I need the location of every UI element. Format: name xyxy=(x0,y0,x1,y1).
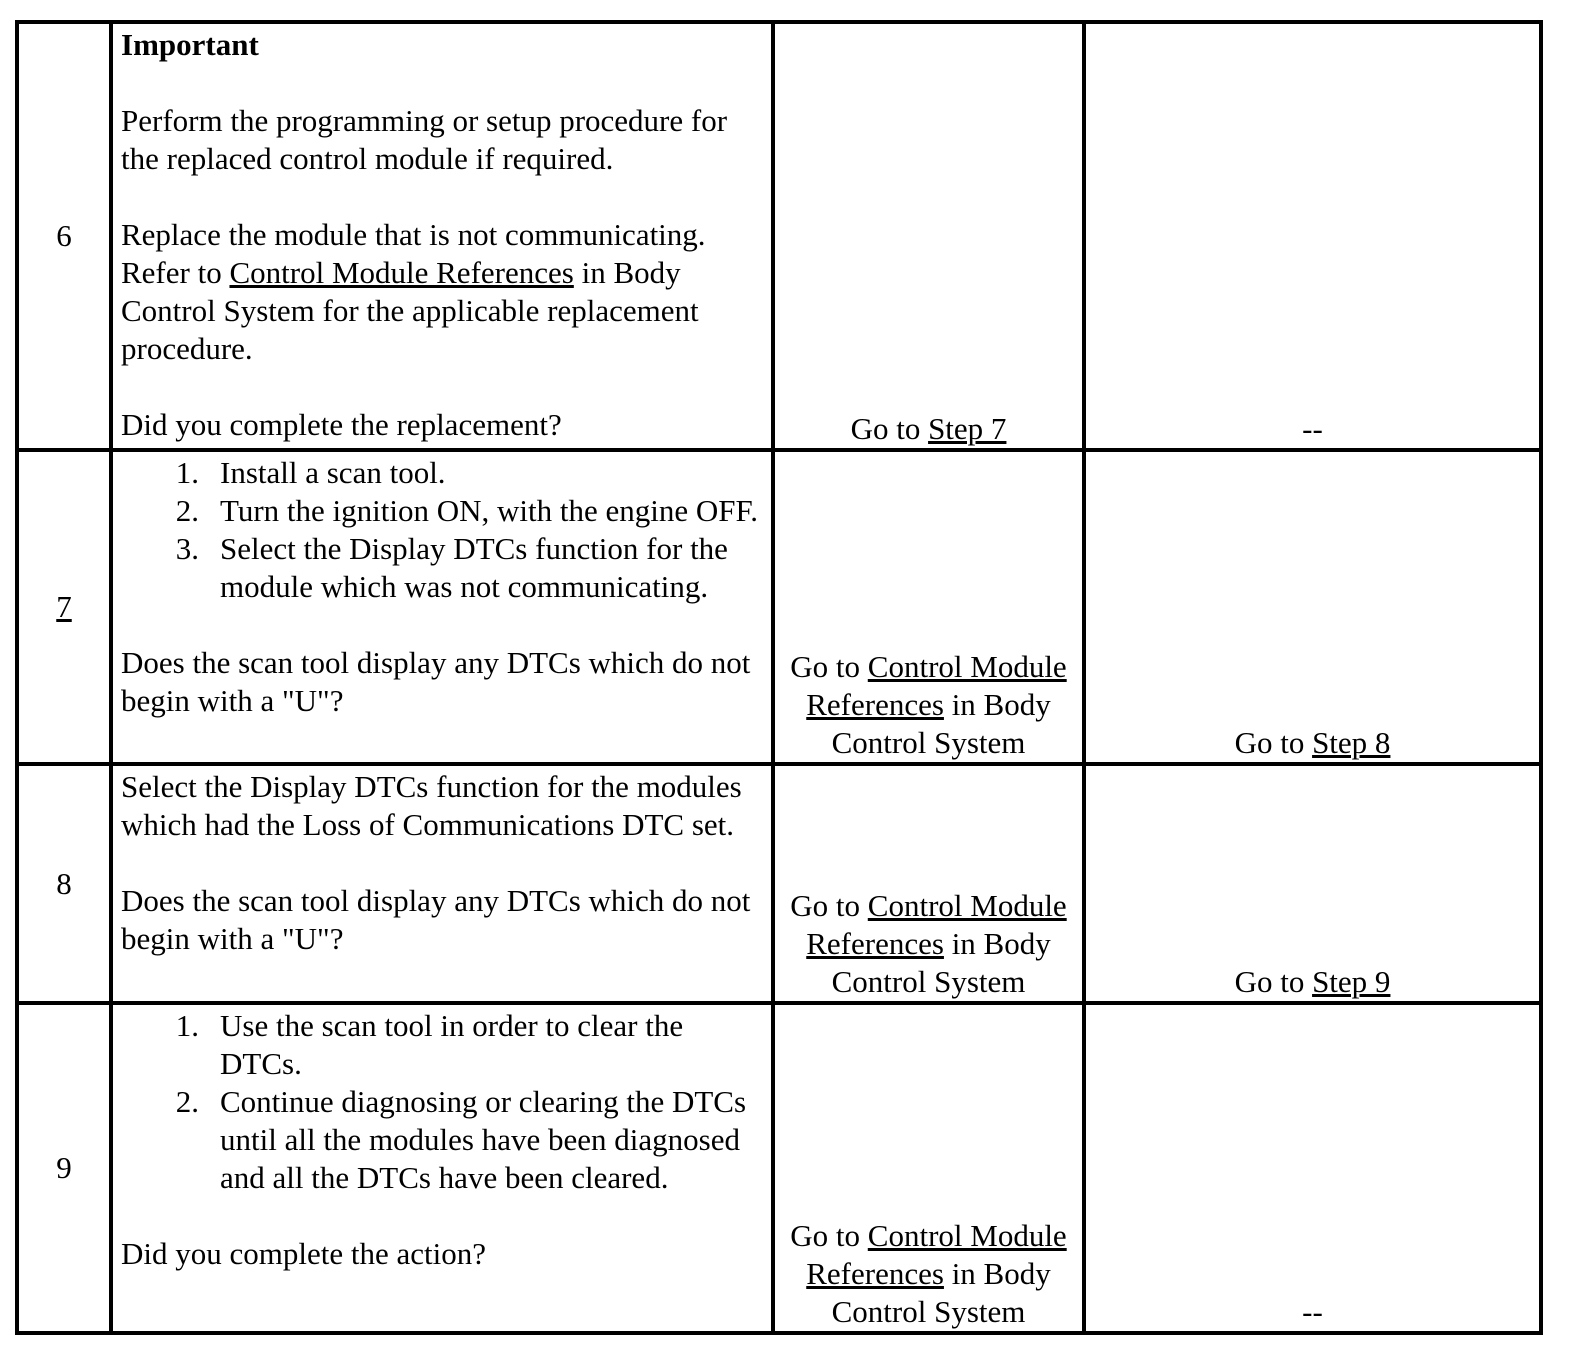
action-list xyxy=(121,454,763,606)
action-text-post: in Body Control System for the applicable replacement procedure. xyxy=(121,255,699,366)
action-list xyxy=(121,1007,763,1197)
yes-prefix: Go to xyxy=(790,1218,868,1253)
table-row xyxy=(17,1003,1541,1333)
yes-cell xyxy=(773,764,1084,1003)
important-label: Important xyxy=(121,27,259,62)
no-cell xyxy=(1084,450,1541,764)
step-7-link[interactable]: Step 7 xyxy=(928,411,1007,446)
action-text-pre: Replace the module that is not communicating. Refer to xyxy=(121,217,706,290)
yes-cell xyxy=(773,1003,1084,1333)
step-number-link[interactable]: 7 xyxy=(56,589,72,624)
list-item: 2. Turn the ignition ON, with the engine OFF. xyxy=(175,493,759,528)
step-8-link[interactable]: Step 8 xyxy=(1312,725,1391,760)
control-module-references-link[interactable]: Control Module References xyxy=(806,888,1067,961)
no-prefix: Go to xyxy=(1234,964,1313,999)
yes-post: in Body Control System xyxy=(831,1256,1051,1329)
table-row xyxy=(17,450,1541,764)
action-cell xyxy=(111,1003,773,1333)
question-text: Did you complete the replacement? xyxy=(121,407,562,442)
table-row xyxy=(17,764,1541,1003)
no-cell xyxy=(1084,764,1541,1003)
step-number: 8 xyxy=(17,764,111,1003)
list-item: 1. Use the scan tool in order to clear the DTCs. xyxy=(175,1008,684,1081)
list-item: 1. Install a scan tool. xyxy=(175,455,446,490)
no-cell: -- xyxy=(1084,22,1541,450)
action-text xyxy=(121,216,763,368)
no-prefix: Go to xyxy=(1234,725,1313,760)
question-text: Does the scan tool display any DTCs which do not begin with a "U"? xyxy=(121,645,751,718)
list-item: 3. Select the Display DTCs function for the module which was not communicating. xyxy=(175,531,728,604)
control-module-references-link[interactable]: Control Module References xyxy=(229,255,574,290)
table-row xyxy=(17,22,1541,450)
yes-post: in Body Control System xyxy=(831,687,1051,760)
action-cell xyxy=(111,22,773,450)
yes-cell xyxy=(773,450,1084,764)
diagnostic-table xyxy=(15,20,1543,1335)
step-number: 9 xyxy=(17,1003,111,1333)
control-module-references-link[interactable]: Control Module References xyxy=(806,1218,1067,1291)
question-text: Does the scan tool display any DTCs which do not begin with a "U"? xyxy=(121,883,751,956)
no-cell: -- xyxy=(1084,1003,1541,1333)
control-module-references-link[interactable]: Control Module References xyxy=(806,649,1067,722)
yes-cell xyxy=(773,22,1084,450)
step-number: 6 xyxy=(17,22,111,450)
step-number xyxy=(17,450,111,764)
action-cell xyxy=(111,764,773,1003)
action-cell xyxy=(111,450,773,764)
list-item: 2. Continue diagnosing or clearing the DTCs until all the modules have been diagnosed and all the DTCs have been cleared. xyxy=(175,1084,747,1195)
yes-prefix: Go to xyxy=(850,411,929,446)
yes-prefix: Go to xyxy=(790,888,868,923)
yes-post: in Body Control System xyxy=(831,926,1051,999)
step-9-link[interactable]: Step 9 xyxy=(1312,964,1391,999)
question-text: Did you complete the action? xyxy=(121,1236,486,1271)
important-text: Perform the programming or setup procedure for the replaced control module if required. xyxy=(121,103,728,176)
action-text: Select the Display DTCs function for the modules which had the Loss of Communications DTC set. xyxy=(121,769,742,842)
yes-prefix: Go to xyxy=(790,649,868,684)
